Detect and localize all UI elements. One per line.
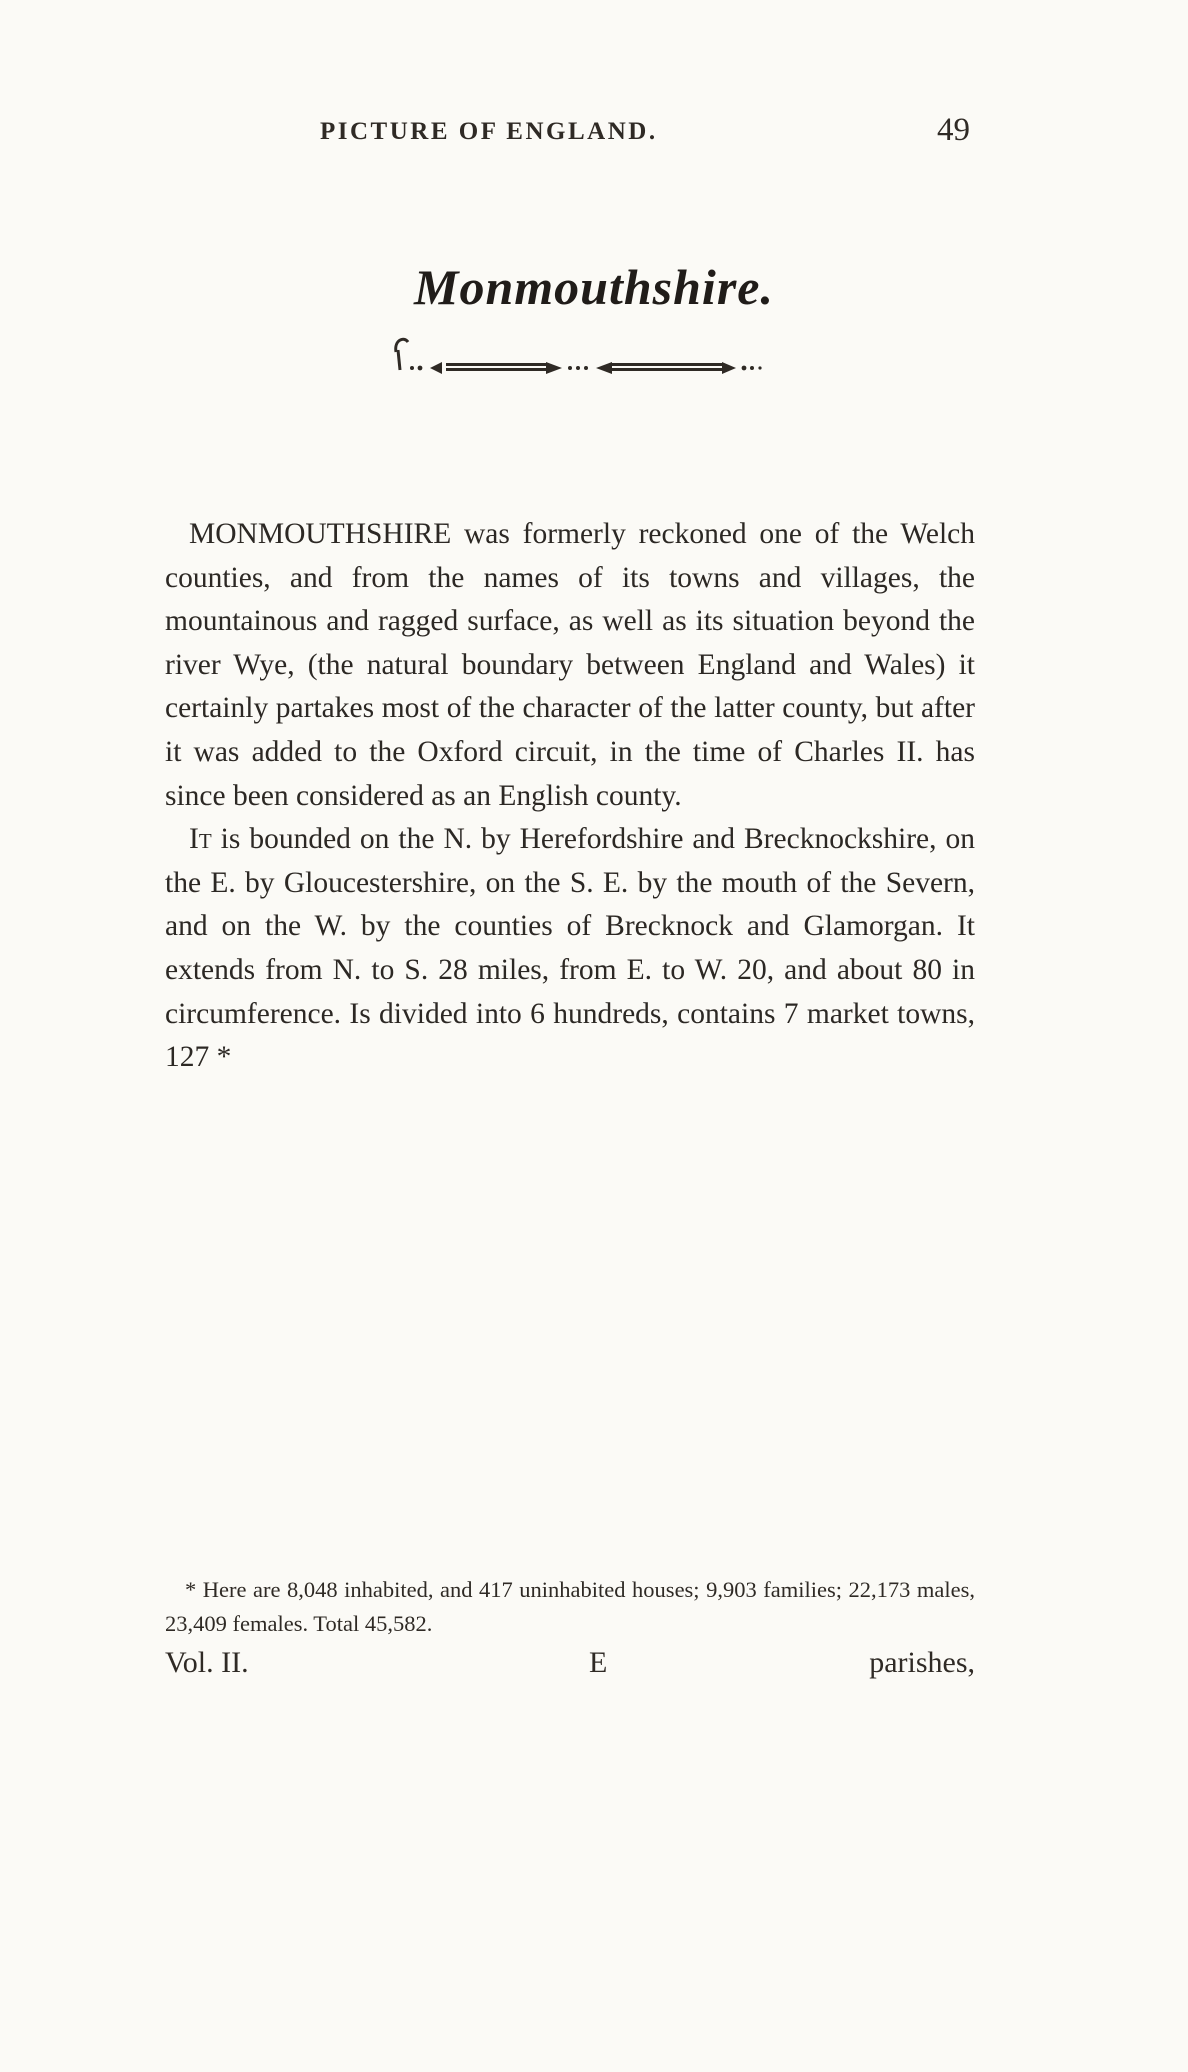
- paragraph-2-lead: It: [189, 823, 212, 856]
- paragraph-1: MONMOUTHSHIRE was formerly reckoned one of the Welch counties, and from the names of its towns and villages, the mountainous and ragged surface, as well as its situation beyond the river Wye, (the natural boundary between England and Wales) it certainly partakes most of the character of the latter county, but after it was added to the Oxford circuit, in the time of Charles II. has since been considered as an English county.: [165, 518, 975, 812]
- catchword: parishes,: [869, 1646, 975, 1679]
- volume-mark: Vol. II.: [165, 1646, 249, 1679]
- page-number: 49: [937, 112, 970, 148]
- chapter-title: Monmouthshire.: [414, 259, 774, 315]
- paragraph-2-text: is bounded on the N. by Herefordshire and Brecknockshire, on the E. by Gloucestershire, on the S. E. by the mouth of the Severn, and on the W. by the counties of Brecknock and Glamorgan. It extends from N. to S. 28 miles, from E. to W. 20, and about 80 in circumference. Is divided into 6 hundreds, contains 7 market towns, 127 *: [165, 823, 975, 1074]
- paragraph-2: [165, 818, 975, 1080]
- decorative-rule-icon: [390, 330, 790, 390]
- body-text: [165, 513, 975, 1080]
- signature-line: [165, 1646, 975, 1690]
- running-head: [150, 112, 990, 158]
- footnote-text: * Here are 8,048 inhabited, and 417 uninhabited houses; 9,903 families; 22,173 males, 23,409 females. Total 45,582.: [165, 1577, 975, 1636]
- footnote: [165, 1573, 975, 1641]
- signature-mark: E: [589, 1646, 608, 1679]
- running-title: PICTURE OF ENGLAND.: [320, 118, 658, 145]
